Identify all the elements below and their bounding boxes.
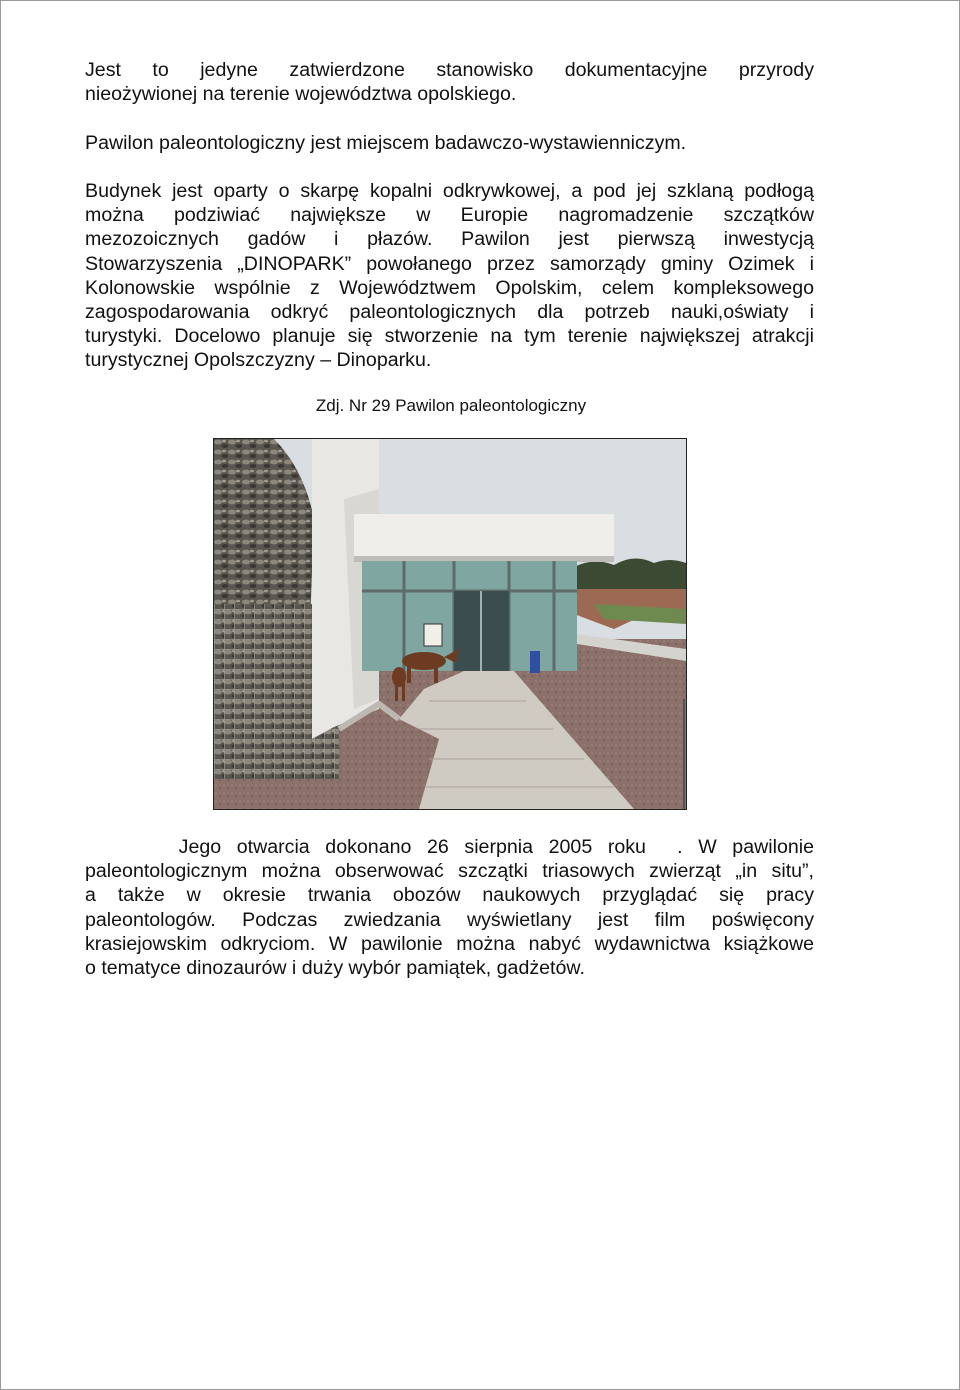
text-line: Jest to jedyne zatwierdzone stanowisko dokumentacyjne przyrody [85, 59, 814, 81]
text-line: można podziwiać największe w Europie nagromadzenie szczątków [85, 204, 814, 227]
paragraph-intro [85, 58, 814, 106]
pavilion-photo [213, 438, 687, 810]
text-line: Stowarzyszenia „DINOPARK” powołanego przez samorządy gminy Ozimek i [85, 252, 814, 275]
text-line: Kolonowskie wspólnie z Województwem Opolskim, celem kompleksowego [85, 276, 814, 299]
text-line: paleontologów. Podczas zwiedzania wyświetlany jest film poświęcony [85, 908, 814, 931]
paragraph-opening [85, 835, 814, 980]
text-line: a także w okresie trwania obozów naukowych przyglądać się pracy [85, 884, 814, 907]
photo-caption: Zdj. Nr 29 Pawilon paleontologiczny [315, 396, 587, 415]
text-line: Pawilon paleontologiczny jest miejscem badawczo-wystawienniczym. [85, 132, 687, 154]
text-line: turystycznej Opolszczyzny – Dinoparku. [85, 349, 432, 372]
text-line: Budynek jest oparty o skarpę kopalni odkrywkowej, a pod jej szklaną podłogą [85, 180, 814, 202]
text-line: paleontologicznym można obserwować szczątki triasowych zwierząt „in situ”, [85, 860, 814, 883]
text-line: zagospodarowania odkryć paleontologicznych dla potrzeb nauki,oświaty i [85, 301, 814, 324]
text-line: mezozoicznych gadów i płazów. Pawilon jest pierwszą inwestycją [85, 228, 814, 251]
paragraph-pavilion [85, 131, 814, 155]
text-line: krasiejowskim odkryciom. W pawilonie można nabyć wydawnictwa książkowe [85, 932, 814, 955]
text-line: turystyki. Docelowo planuje się stworzenie na tym terenie największej atrakcji [85, 325, 814, 348]
text-line: o tematyce dinozaurów i duży wybór pamiątek, gadżetów. [85, 957, 585, 980]
paragraph-building [85, 179, 814, 373]
text-line: nieożywionej na terenie województwa opolskiego. [85, 83, 517, 106]
text-line: Jego otwarcia dokonano 26 sierpnia 2005 roku . W pawilonie [85, 836, 814, 858]
